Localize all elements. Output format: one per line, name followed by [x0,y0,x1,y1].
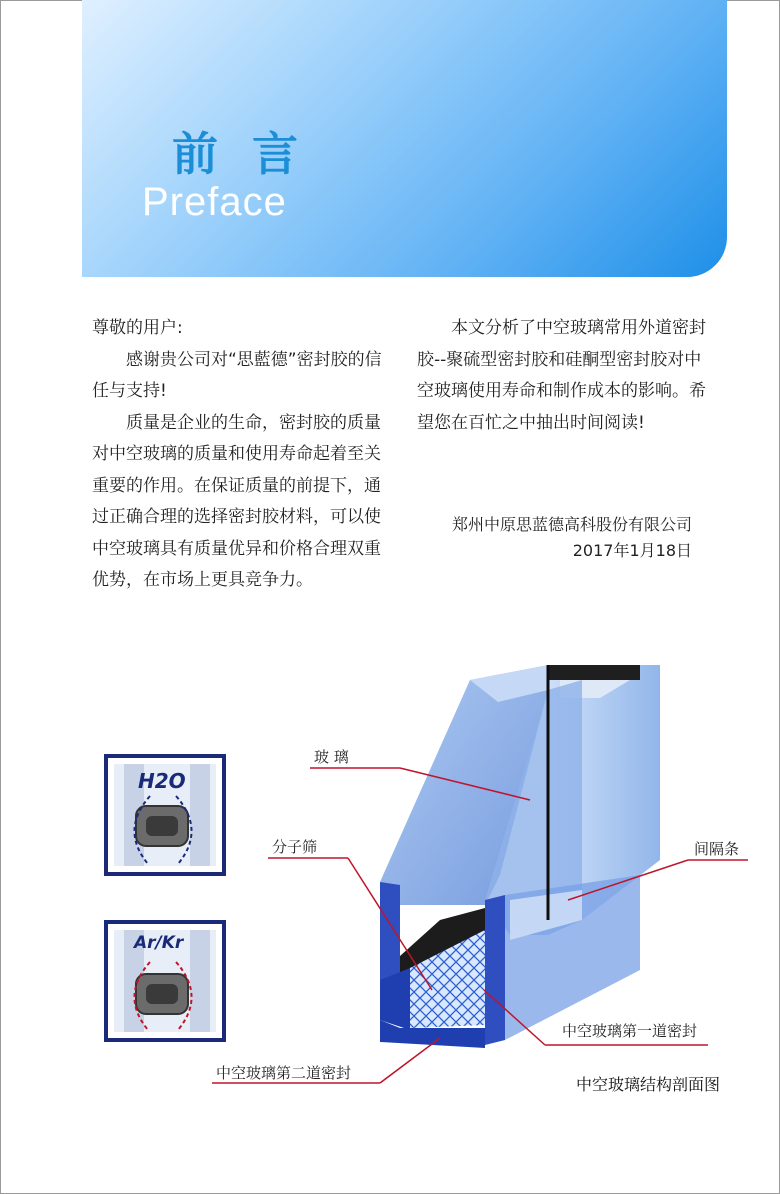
paragraph-thanks: 感谢贵公司对“思藍德”密封胶的信任与支持! [92,349,382,401]
label-spacer: 间隔条 [694,840,740,858]
greeting: 尊敬的用户: [92,318,183,338]
letter-left-column [92,313,382,597]
label-primary-seal: 中空玻璃第一道密封 [562,1022,698,1040]
inset-moisture [106,756,224,874]
glass-cross-section [380,665,660,1048]
label-glass: 玻 璃 [314,748,349,766]
company-name: 郑州中原思蓝德高科股份有限公司 [451,515,692,534]
page-subtitle: Preface [142,180,287,224]
inset2-label: Ar/Kr [134,933,184,953]
label-desiccant: 分子筛 [272,838,318,856]
inset1-label: H2O [138,769,186,793]
diagram-caption: 中空玻璃结构剖面图 [576,1075,721,1094]
page-title: 前言 [172,127,332,181]
letter-right-column [417,313,707,439]
inset-argon [106,922,224,1040]
label-secondary-seal: 中空玻璃第二道密封 [216,1064,352,1082]
paragraph-analysis: 本文分析了中空玻璃常用外道密封胶--聚硫型密封胶和硅酮型密封胶对中空玻璃使用寿命和制作成本的影响。希望您在百忙之中抽出时间阅读! [417,318,706,433]
insulating-glass-diagram [0,650,780,1110]
letter-date: 2017年1月18日 [572,541,692,560]
paragraph-quality: 质量是企业的生命，密封胶的质量对中空玻璃的质量和使用寿命起着至关重要的作用。在保证质量的前提下，通过正确合理的选择密封胶材料，可以使中空玻璃具有质量优异和价格合理双重优势，在市场上更具竞争力。 [92,412,381,590]
